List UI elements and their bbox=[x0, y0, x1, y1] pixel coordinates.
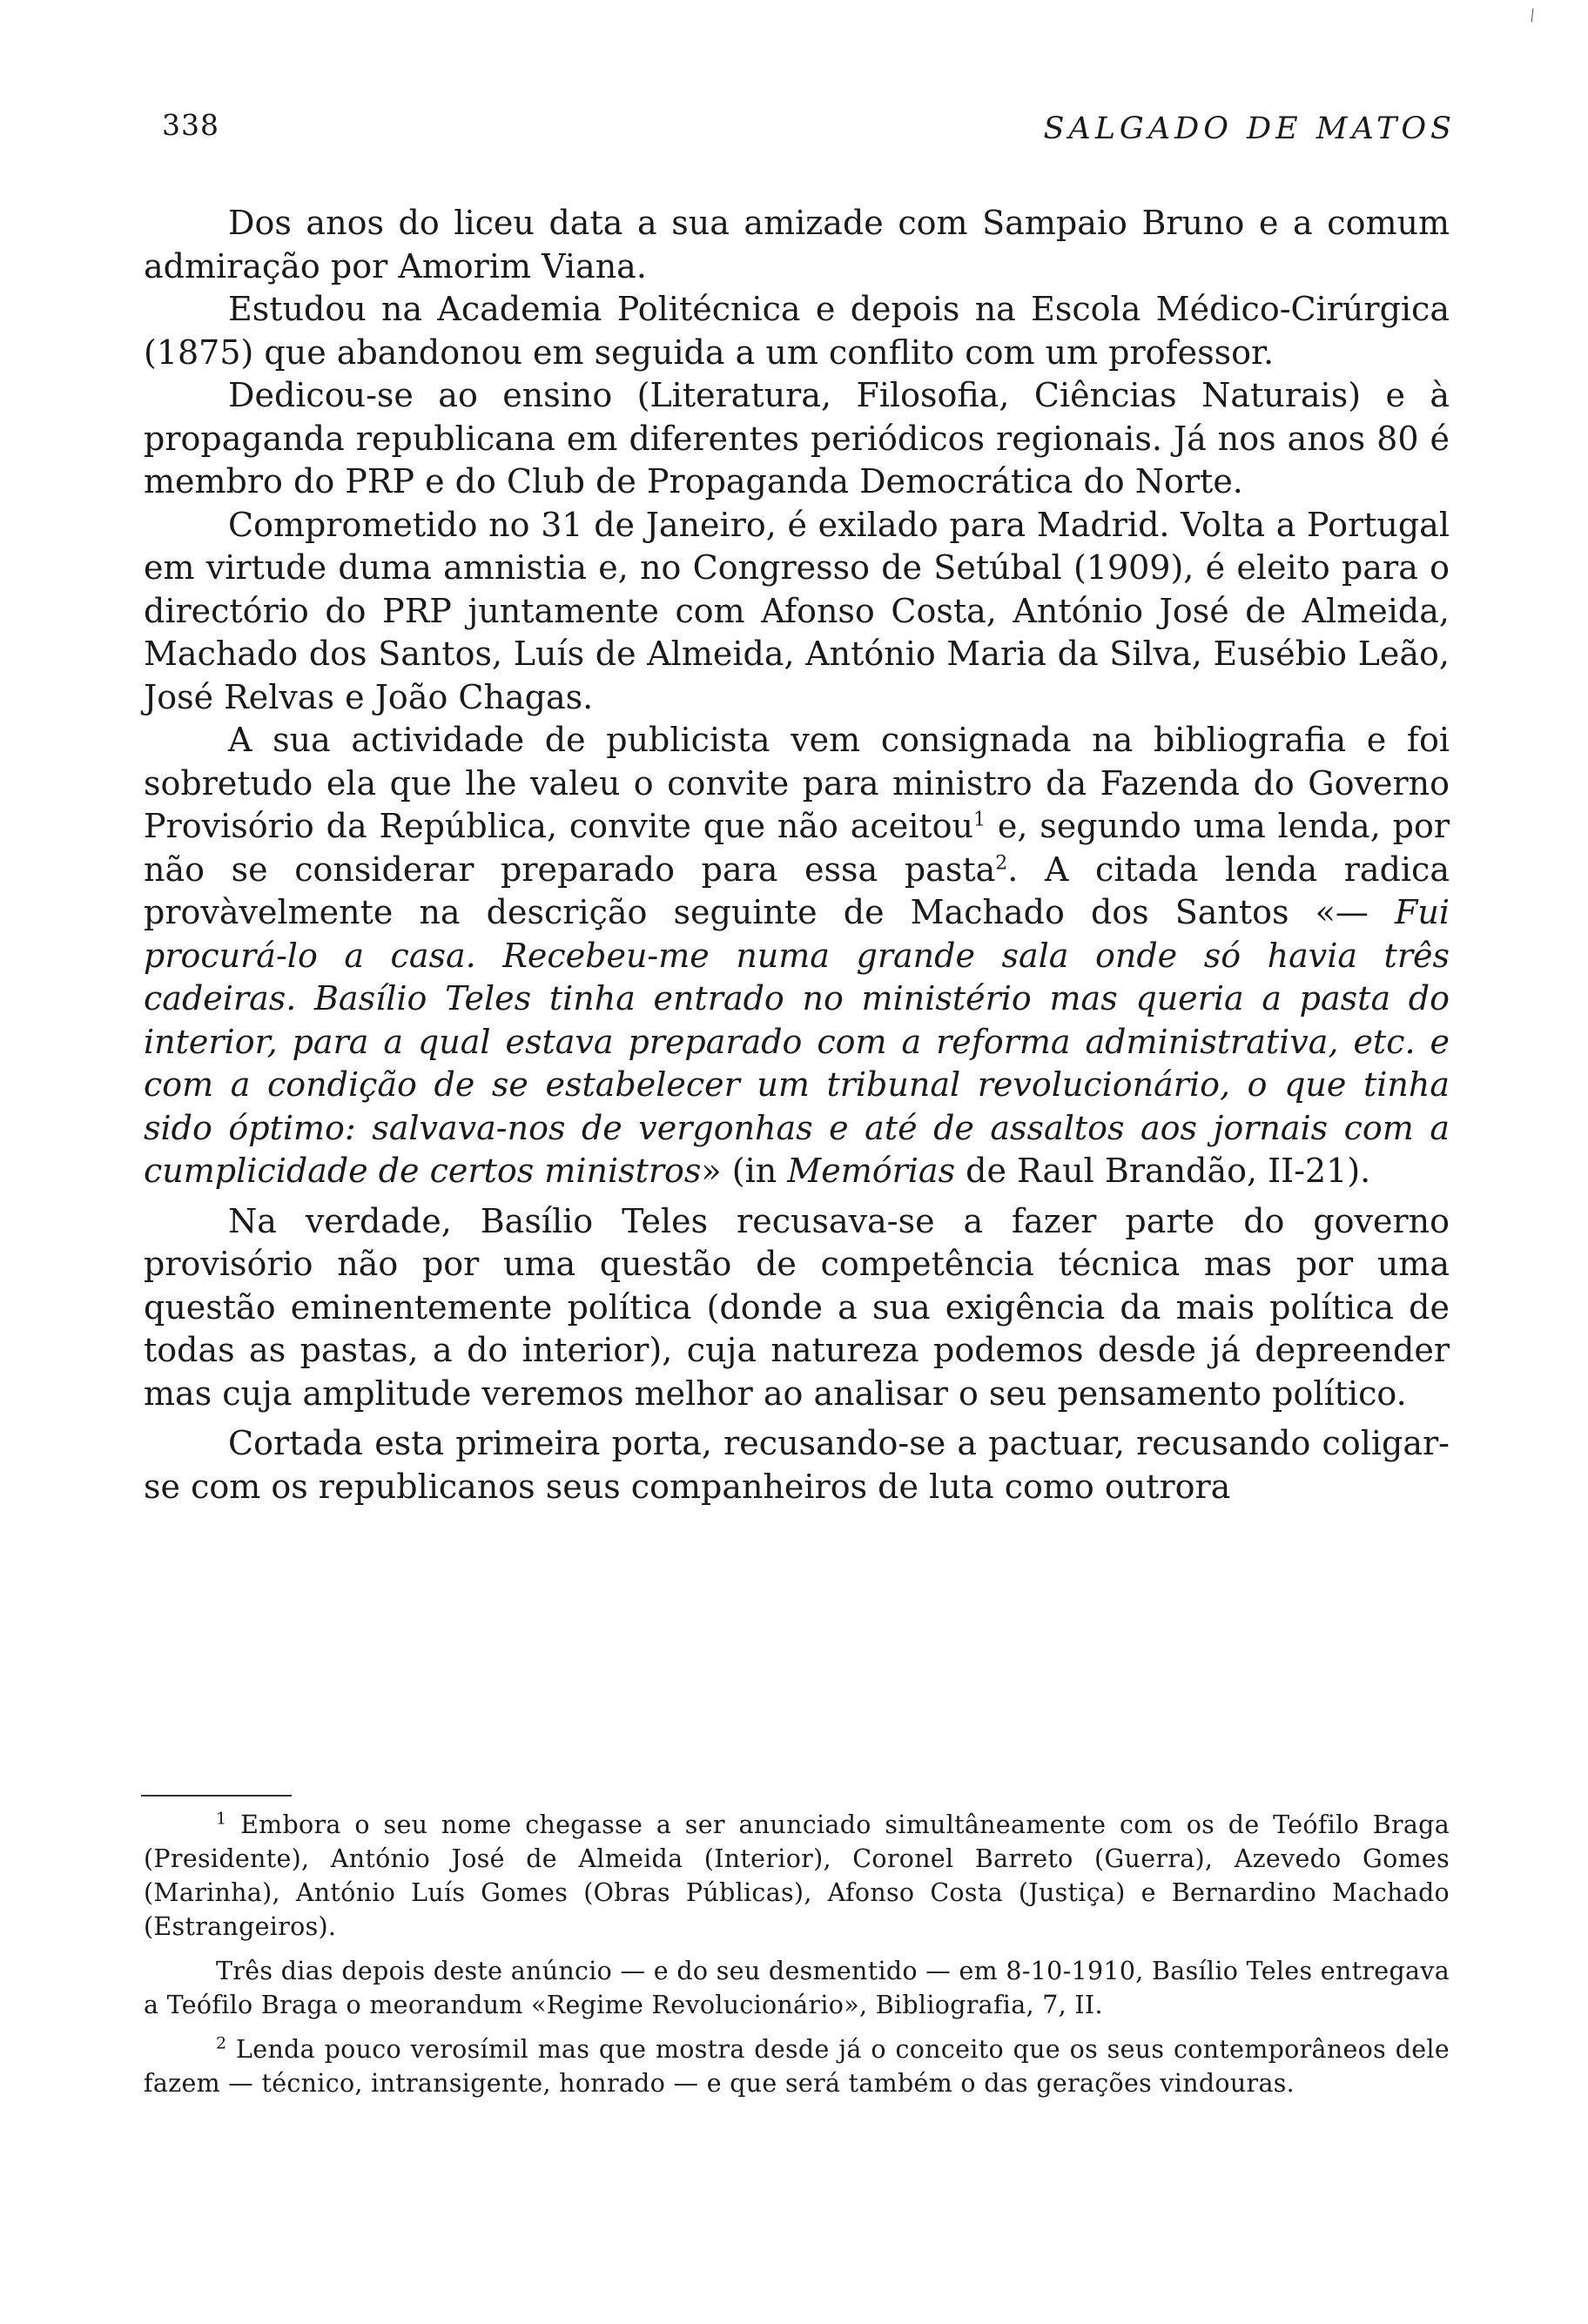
corner-scan-mark: ⁄ bbox=[1527, 7, 1538, 25]
main-text bbox=[144, 202, 1450, 1508]
paragraph-6: Na verdade, Basílio Teles recusava-se a fazer parte do governo provisório não por uma questão de competência técnica mas por uma questão eminentemente política (donde a sua exigência da mais política de todas as pastas, a do interior), cuja natureza podemos desde já depreender mas cuja amplitude veremos melhor ao analisar o seu pensamento político. bbox=[144, 1201, 1450, 1413]
paragraph-1: Dos anos do liceu data a sua amizade com Sampaio Bruno e a comum admiração por Amorim Viana. bbox=[144, 204, 1450, 285]
footnote-ref-1: 1 bbox=[972, 809, 986, 831]
footnote-2-mark: 2 bbox=[216, 2033, 227, 2053]
paragraph-5-text-a: A sua actividade de publicista vem consignada na bibliografia e foi sobretudo ela que lhe valeu o convite para ministro da Fazenda do Governo Provisório da República, convite que não aceitou bbox=[144, 721, 1450, 845]
footnotes bbox=[144, 1808, 1450, 2111]
paragraph-5-text-d: (in bbox=[721, 1152, 788, 1190]
footnote-1 bbox=[144, 1808, 1450, 1944]
book-title-memorias: Memórias bbox=[787, 1152, 956, 1190]
footnote-2-text: Lenda pouco verosímil mas que mostra desde já o conceito que os seus contemporâneos dele fazem — técnico, intransigente, honrado — e que será também o das gerações vindouras. bbox=[144, 2035, 1450, 2098]
footnote-2 bbox=[144, 2032, 1450, 2100]
paragraph-5-text-b: e, segundo uma lenda, por não se considerar preparado para essa pasta bbox=[144, 807, 1450, 889]
paragraph-7: Cortada esta primeira porta, recusando-se a pactuar, recusando coligar-se com os republicanos seus companheiros de luta como outrora bbox=[144, 1424, 1450, 1506]
quotation-close: » bbox=[701, 1152, 722, 1190]
quotation: Fui procurá-lo a casa. Recebeu-me numa grande sala onde só havia três cadeiras. Basílio Teles tinha entrado no ministério mas queria a pasta do interior, para a qual estava preparado com a reforma administrativa, etc. e com a condição de se estabelecer um tribunal revolucionário, o que tinha sido óptimo: salvava-nos de vergonhas e até de assaltos aos jornais com a cumplicidade de certos ministros bbox=[144, 893, 1450, 1190]
paragraph-5 bbox=[144, 719, 1450, 1193]
footnote-ref-2: 2 bbox=[995, 851, 1008, 874]
paragraph-4: Comprometido no 31 de Janeiro, é exilado para Madrid. Volta a Portugal em virtude duma amnistia e, no Congresso de Setúbal (1909), é eleito para o directório do PRP juntamente com Afonso Costa, António José de Almeida, Machado dos Santos, Luís de Almeida, António Maria da Silva, Eusébio Leão, José Relvas e João Chagas. bbox=[144, 505, 1450, 716]
running-head: SALGADO DE MATOS bbox=[1043, 111, 1456, 146]
paragraph-2: Estudou na Academia Politécnica e depois na Escola Médico-Cirúrgica (1875) que abandonou em seguida a um conflito com um professor. bbox=[144, 290, 1450, 372]
footnote-1-mark: 1 bbox=[216, 1809, 227, 1829]
footnote-1-text: Embora o seu nome chegasse a ser anunciado simultâneamente com os de Teófilo Braga (Presidente), António José de Almeida (Interior), Coronel Barreto (Guerra), Azevedo Gomes (Marinha), António Luís Gomes (Obras Públicas), Afonso Costa (Justiça) e Bernardino Machado (Estrangeiros). bbox=[144, 1810, 1450, 1941]
footnote-1-continuation: Três dias depois deste anúncio — e do seu desmentido — em 8-10-1910, Basílio Teles entregava a Teófilo Braga o meorandum «Regime Revolucionário», Bibliografia, 7, II. bbox=[144, 1957, 1450, 2019]
page-number: 338 bbox=[162, 108, 219, 142]
footnote-divider bbox=[141, 1795, 292, 1797]
paragraph-5-text-c: . A citada lenda radica provàvelmente na descrição seguinte de Machado dos Santos «— bbox=[144, 850, 1450, 931]
paragraph-3: Dedicou-se ao ensino (Literatura, Filosofia, Ciências Naturais) e à propaganda republicana em diferentes periódicos regionais. Já nos anos 80 é membro do PRP e do Club de Propaganda Democrática do Norte. bbox=[144, 376, 1450, 500]
paragraph-5-text-e: de Raul Brandão, II-21). bbox=[955, 1152, 1371, 1190]
